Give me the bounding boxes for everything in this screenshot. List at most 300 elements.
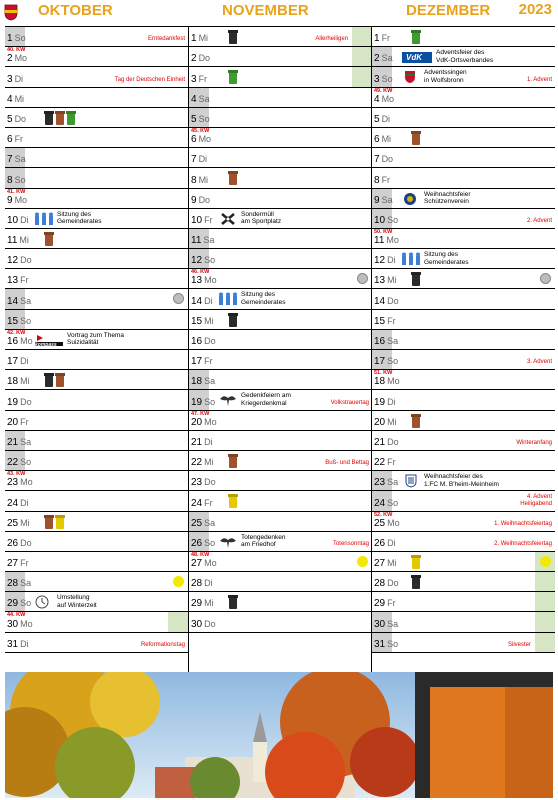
waste-bin-brown-icon xyxy=(229,455,237,468)
day-date: 24 xyxy=(374,497,386,509)
holiday-name: Reformationstag xyxy=(140,641,185,648)
day-date: 1 xyxy=(191,33,197,45)
weekday-label: Sa xyxy=(20,578,32,589)
day-row xyxy=(372,310,555,330)
weekday-label: Mo xyxy=(204,558,217,569)
highlight-marker xyxy=(168,612,188,631)
day-row xyxy=(189,128,372,148)
weekday-label: Fr xyxy=(20,416,29,427)
weekday-label: Mi xyxy=(198,174,209,185)
year-label: 2023 xyxy=(518,1,552,18)
day-number xyxy=(374,175,390,186)
day-date: 17 xyxy=(191,356,203,368)
day-number xyxy=(7,215,29,226)
day-number xyxy=(7,498,29,509)
day-number xyxy=(374,154,393,165)
day-row xyxy=(372,330,555,350)
day-date: 15 xyxy=(374,315,386,327)
day-row xyxy=(372,572,555,592)
month-title-december: DEZEMBER xyxy=(406,2,491,19)
calendar-week-label: 44. KW xyxy=(7,612,26,619)
weekday-label: Fr xyxy=(14,134,24,145)
day-date: 5 xyxy=(374,113,380,125)
day-date: 9 xyxy=(191,194,197,206)
day-number xyxy=(7,74,23,85)
day-row xyxy=(372,471,555,491)
holiday-label xyxy=(331,400,369,407)
day-number xyxy=(191,578,213,589)
day-number xyxy=(374,356,398,367)
logo-text: kompass xyxy=(35,341,57,348)
weekday-label: Do xyxy=(20,537,32,548)
waste-bin-brown-icon xyxy=(412,132,420,145)
weekday-label: Do xyxy=(20,255,32,266)
day-date: 25 xyxy=(374,517,386,529)
waste-bin-black-icon xyxy=(412,576,420,589)
day-row xyxy=(5,572,188,592)
day-date: 12 xyxy=(191,255,203,267)
weekday-label: So xyxy=(204,396,216,407)
day-number xyxy=(191,74,207,85)
day-date: 14 xyxy=(374,295,386,307)
autumn-village-photo xyxy=(5,672,553,798)
day-date: 15 xyxy=(191,315,203,327)
day-row xyxy=(5,209,188,229)
weekday-label: So xyxy=(14,33,26,44)
holiday-name: Heiligabend xyxy=(520,500,552,507)
holiday-name: 2. Weihnachtsfeiertag xyxy=(494,540,552,547)
weekday-label: Fr xyxy=(204,356,213,367)
weekday-label: So xyxy=(381,73,393,84)
full-moon-icon xyxy=(540,556,551,567)
event-line: Sitzung des xyxy=(241,291,275,299)
day-row xyxy=(5,390,188,410)
day-date: 3 xyxy=(7,73,13,85)
event-line: auf Winterzeit xyxy=(57,601,97,609)
waste-bin-green-icon xyxy=(229,71,237,84)
day-row xyxy=(189,370,372,390)
day-row xyxy=(5,471,188,491)
day-number xyxy=(191,255,215,266)
weekday-label: Do xyxy=(198,194,211,205)
weekday-label: So xyxy=(387,638,399,649)
weekday-label: Mi xyxy=(198,33,209,44)
day-number xyxy=(191,114,210,125)
day-number xyxy=(7,376,30,387)
day-row xyxy=(372,612,555,632)
day-row xyxy=(372,451,555,471)
day-number xyxy=(7,397,32,408)
day-row xyxy=(189,411,372,431)
day-number xyxy=(7,94,24,105)
day-date: 31 xyxy=(374,638,386,650)
day-number xyxy=(191,175,208,186)
day-number xyxy=(7,33,26,44)
hazard-icon xyxy=(219,212,237,226)
day-row xyxy=(372,209,555,229)
day-row xyxy=(189,552,372,572)
day-number xyxy=(7,619,33,630)
day-row xyxy=(372,633,555,653)
day-row xyxy=(372,168,555,188)
day-number xyxy=(7,175,26,186)
waste-bin-green-icon xyxy=(412,31,420,44)
day-row xyxy=(5,148,188,168)
holiday-name: Silvester xyxy=(507,641,531,648)
day-date: 5 xyxy=(191,113,197,125)
municipal-crest-icon xyxy=(4,4,18,21)
weekday-label: Do xyxy=(204,336,216,346)
day-number xyxy=(191,619,216,630)
weekday-label: Di xyxy=(204,578,213,589)
holiday-label xyxy=(325,460,369,467)
full-moon-icon xyxy=(357,556,368,567)
day-number xyxy=(191,437,213,448)
waste-bin-brown-icon xyxy=(412,415,420,428)
day-date: 25 xyxy=(191,517,203,529)
weekday-label: Mo xyxy=(20,618,33,629)
day-row xyxy=(189,572,372,592)
calendar-week-label: 52. KW xyxy=(374,511,393,518)
holiday-name: 3. Advent xyxy=(526,359,552,366)
day-row xyxy=(189,390,372,410)
calendar-week-label: 46. KW xyxy=(191,269,210,276)
day-number xyxy=(191,518,215,529)
waste-bin-brown-icon xyxy=(45,233,53,246)
day-date: 21 xyxy=(374,436,386,448)
day-row xyxy=(5,27,188,47)
day-date: 3 xyxy=(191,73,197,85)
waste-bin-black-icon xyxy=(412,273,420,286)
day-date: 12 xyxy=(7,255,19,267)
day-number xyxy=(191,477,216,488)
holiday-label xyxy=(494,541,552,548)
day-date: 28 xyxy=(7,578,19,590)
day-row xyxy=(5,633,188,653)
highlight-marker xyxy=(535,592,555,611)
day-date: 29 xyxy=(7,598,19,610)
day-number xyxy=(191,275,217,286)
day-number xyxy=(7,154,26,165)
waste-bin-brown-icon xyxy=(45,516,53,529)
day-row xyxy=(372,592,555,612)
day-row xyxy=(372,189,555,209)
day-number xyxy=(191,154,207,165)
weekday-label: So xyxy=(14,174,26,185)
calendar-week-label: 51. KW xyxy=(374,370,393,377)
day-date: 23 xyxy=(7,477,19,489)
weekday-label: Mi xyxy=(387,558,397,569)
weekday-label: So xyxy=(20,598,32,609)
day-number xyxy=(191,498,213,509)
day-row xyxy=(189,47,372,67)
calendar-week-label: 50. KW xyxy=(374,228,393,235)
waste-bin-black-icon xyxy=(229,314,237,327)
day-date: 4 xyxy=(374,93,380,105)
day-date: 29 xyxy=(374,598,386,610)
day-date: 7 xyxy=(374,154,380,166)
weekday-label: Di xyxy=(198,154,208,165)
weekday-label: So xyxy=(387,356,399,367)
month-column-october xyxy=(5,26,188,673)
holiday-label xyxy=(148,36,185,43)
day-row xyxy=(372,431,555,451)
day-number xyxy=(191,33,208,44)
council-icon xyxy=(219,292,237,306)
weekday-label: Di xyxy=(204,436,213,447)
day-row xyxy=(372,390,555,410)
day-number xyxy=(7,235,29,246)
holiday-name: 1. Weihnachtsfeiertag xyxy=(494,520,552,527)
day-number xyxy=(7,195,27,206)
day-date: 1 xyxy=(7,33,13,45)
day-row xyxy=(5,512,188,532)
day-date: 10 xyxy=(191,214,203,226)
day-date: 30 xyxy=(191,618,203,630)
day-number xyxy=(7,296,31,307)
day-row xyxy=(189,209,372,229)
month-column-november xyxy=(188,26,372,673)
waste-bin-green-icon xyxy=(67,112,75,125)
day-row xyxy=(189,350,372,370)
event-line: Weihnachtsfeier des xyxy=(424,473,483,481)
day-date: 18 xyxy=(374,376,386,388)
calendar-week-label: 47. KW xyxy=(191,410,210,417)
day-row xyxy=(372,350,555,370)
event-text xyxy=(241,392,291,407)
day-date: 18 xyxy=(191,376,203,388)
day-row xyxy=(372,269,555,289)
day-number xyxy=(191,356,213,367)
waste-bin-brown-icon xyxy=(56,112,64,125)
event-text xyxy=(57,211,101,226)
day-date: 21 xyxy=(191,436,203,448)
weekday-label: Do xyxy=(204,618,216,629)
day-number xyxy=(7,558,29,569)
weekday-label: So xyxy=(204,537,216,548)
day-date: 27 xyxy=(7,558,19,570)
day-row xyxy=(5,612,188,632)
weekday-label: Mi xyxy=(19,235,29,246)
weekday-label: Fr xyxy=(387,598,396,609)
day-row xyxy=(189,88,372,108)
weekday-label: Mi xyxy=(204,457,214,468)
club-icon xyxy=(402,192,420,206)
holiday-name: Volkstrauertag xyxy=(330,399,369,406)
event-text xyxy=(424,191,471,206)
day-date: 13 xyxy=(7,275,19,287)
day-row xyxy=(189,451,372,471)
day-number xyxy=(191,457,214,468)
day-number xyxy=(374,316,396,327)
event-line: Schützenverein xyxy=(424,198,469,205)
day-row xyxy=(372,512,555,532)
day-number xyxy=(374,417,397,428)
eagle-icon xyxy=(219,393,237,407)
day-date: 28 xyxy=(374,578,386,590)
holiday-name: Allerheiligen xyxy=(315,36,348,43)
calendar-week-label: 45. KW xyxy=(191,127,210,134)
day-number xyxy=(374,114,390,125)
day-number xyxy=(7,538,32,549)
weekday-label: Fr xyxy=(20,558,29,569)
day-date: 25 xyxy=(7,517,19,529)
day-number xyxy=(374,397,396,408)
highlight-marker xyxy=(352,27,372,46)
day-row xyxy=(189,168,372,188)
day-number xyxy=(191,235,214,246)
highlight-marker xyxy=(352,67,372,86)
day-number xyxy=(7,53,27,64)
day-row xyxy=(5,552,188,572)
day-date: 5 xyxy=(7,113,13,125)
day-row xyxy=(189,532,372,552)
weekday-label: Mo xyxy=(387,376,400,387)
day-row xyxy=(372,108,555,128)
weekday-label: So xyxy=(198,113,210,124)
day-number xyxy=(7,477,33,488)
highlight-marker xyxy=(535,572,555,591)
waste-bin-black-icon xyxy=(45,374,53,387)
day-number xyxy=(374,195,393,206)
eagle-icon xyxy=(219,535,237,549)
weekday-label: Mo xyxy=(381,93,395,104)
weekday-label: Mi xyxy=(387,275,397,286)
weekday-label: Do xyxy=(381,154,394,165)
calendar-header xyxy=(0,0,558,26)
day-number xyxy=(374,578,399,589)
day-row xyxy=(5,189,188,209)
day-row xyxy=(189,148,372,168)
weekday-label: Sa xyxy=(204,517,216,528)
day-number xyxy=(374,296,399,307)
day-number xyxy=(374,336,398,347)
holiday-label xyxy=(527,359,552,366)
weekday-label: So xyxy=(204,255,216,266)
holiday-name: Tag der Deutschen Einheit xyxy=(114,76,185,83)
day-row xyxy=(189,289,372,309)
day-number xyxy=(374,518,400,529)
weekday-label: Mo xyxy=(20,477,33,488)
day-date: 28 xyxy=(191,578,203,590)
weekday-label: Do xyxy=(204,477,216,488)
month-title-november: NOVEMBER xyxy=(222,2,309,19)
day-date: 10 xyxy=(374,214,386,226)
calendar-week-label: 42. KW xyxy=(7,329,26,336)
event-line: Sondermüll xyxy=(241,210,274,218)
day-number xyxy=(374,94,394,105)
holiday-label xyxy=(508,642,531,649)
day-date: 8 xyxy=(191,174,197,186)
day-row xyxy=(5,289,188,309)
day-number xyxy=(374,33,390,44)
logo-text: VdK xyxy=(406,53,422,63)
holiday-label xyxy=(527,218,552,225)
holiday-label xyxy=(141,642,185,649)
waste-bin-brown-icon xyxy=(56,374,64,387)
day-date: 20 xyxy=(7,416,19,428)
day-number xyxy=(191,558,217,569)
day-number xyxy=(374,558,397,569)
day-number xyxy=(7,457,31,468)
day-row xyxy=(189,431,372,451)
event-line: Sitzung des xyxy=(57,210,91,218)
weekday-label: Sa xyxy=(387,477,399,488)
day-number xyxy=(7,437,31,448)
day-date: 8 xyxy=(374,174,380,186)
council-icon xyxy=(35,212,53,226)
new-moon-icon xyxy=(357,273,368,284)
day-date: 26 xyxy=(374,537,386,549)
day-date: 29 xyxy=(191,598,203,610)
day-date: 14 xyxy=(7,295,19,307)
holiday-name: Winteranfang xyxy=(516,439,552,446)
day-number xyxy=(7,134,23,145)
day-number xyxy=(191,376,215,387)
day-number xyxy=(7,275,29,286)
holiday-label xyxy=(516,440,552,447)
weekday-label: Fr xyxy=(198,73,208,84)
day-row xyxy=(372,411,555,431)
day-date: 2 xyxy=(191,53,197,65)
day-date: 10 xyxy=(7,214,19,226)
weekday-label: Mo xyxy=(387,517,400,528)
weekday-label: So xyxy=(20,315,32,326)
day-row xyxy=(189,249,372,269)
event-line: Adventssingen xyxy=(424,69,467,77)
event-text xyxy=(57,594,97,609)
day-row xyxy=(372,552,555,572)
weekday-label: Fr xyxy=(20,275,29,286)
event-line: am Sportplatz xyxy=(241,218,282,226)
day-number xyxy=(374,619,398,630)
event-line: 1.FC M. B'heim-Meinheim xyxy=(424,480,499,488)
event-text xyxy=(424,69,467,84)
holiday-name: 2. Advent xyxy=(526,217,552,224)
full-moon-icon xyxy=(173,576,184,587)
weekday-label: Mi xyxy=(387,416,397,427)
weekday-label: Do xyxy=(198,53,211,64)
day-row xyxy=(5,128,188,148)
day-number xyxy=(7,114,26,125)
holiday-label xyxy=(115,77,185,84)
day-date: 24 xyxy=(191,497,203,509)
day-date: 11 xyxy=(7,235,18,247)
day-date: 30 xyxy=(374,618,386,630)
clock-icon xyxy=(35,595,53,609)
day-row xyxy=(5,370,188,390)
day-row xyxy=(372,88,555,108)
day-date: 22 xyxy=(374,457,386,469)
event-line: Gemeinderates xyxy=(57,218,102,226)
day-date: 3 xyxy=(374,73,380,85)
weekday-label: Di xyxy=(20,214,29,225)
day-row xyxy=(5,67,188,87)
weekday-label: Di xyxy=(387,396,396,407)
day-row xyxy=(189,310,372,330)
weekday-label: Do xyxy=(387,295,399,306)
day-date: 16 xyxy=(374,336,386,347)
day-date: 8 xyxy=(7,174,13,186)
day-row xyxy=(5,491,188,511)
new-moon-icon xyxy=(540,273,551,284)
weekday-label: Fr xyxy=(204,497,213,508)
day-date: 21 xyxy=(7,436,19,448)
day-row xyxy=(5,168,188,188)
waste-bin-black-icon xyxy=(229,31,237,44)
day-number xyxy=(374,639,398,650)
day-row xyxy=(5,451,188,471)
